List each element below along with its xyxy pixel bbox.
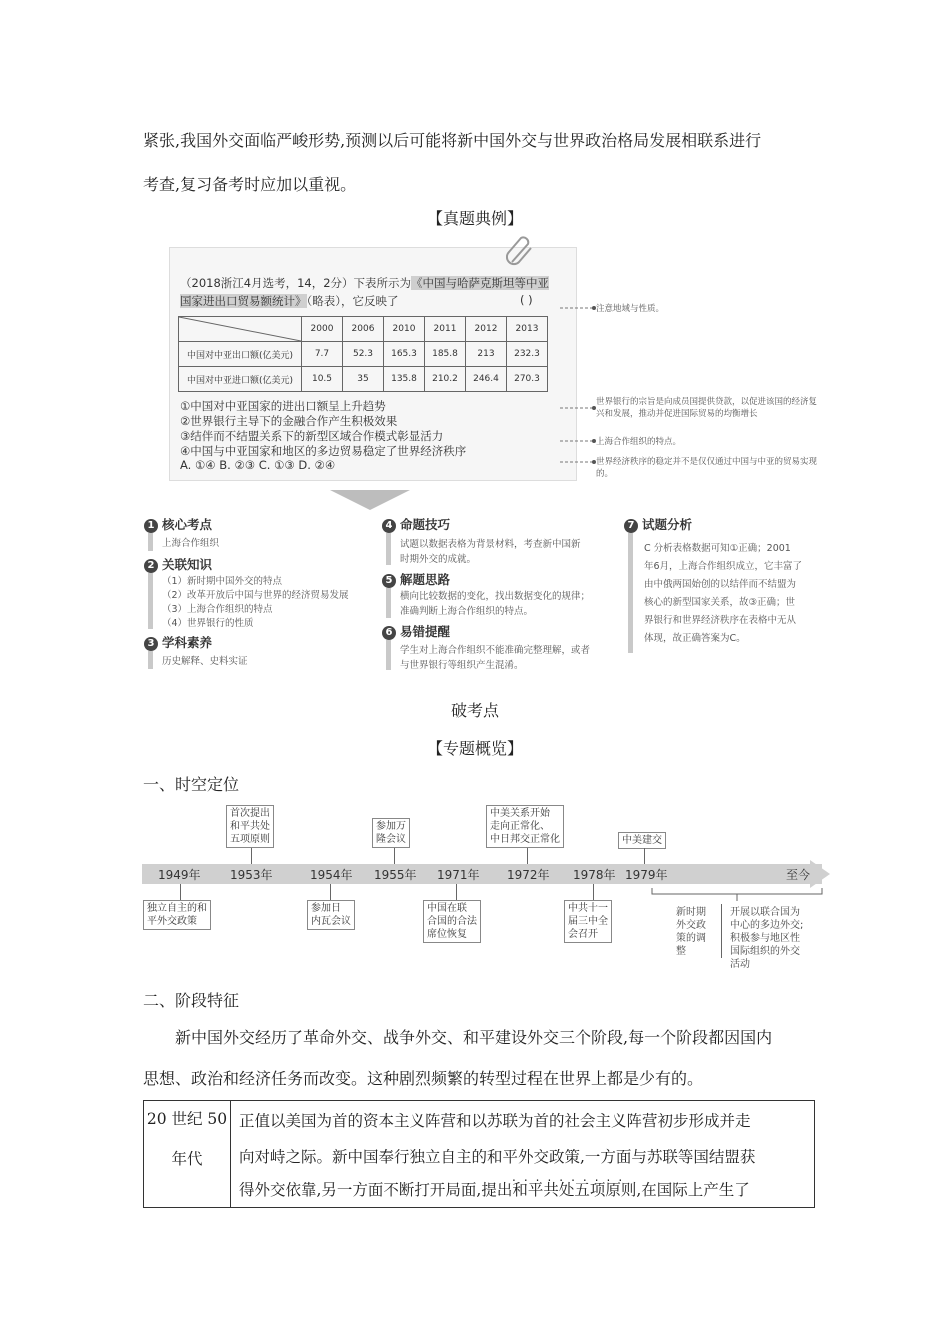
event-line: 席位恢复 — [427, 929, 467, 940]
period-cell — [144, 1101, 231, 1208]
divider-bar — [386, 588, 391, 618]
event-line: 内瓦会议 — [311, 916, 351, 927]
skill-line-2: 时期外交的成就。 — [400, 554, 477, 565]
note-3: 上海合作组织的特点。 — [596, 437, 682, 447]
heading-related-knowledge — [144, 555, 212, 573]
intro-line-1: 紧张,我国外交面临严峻形势,预测以后可能将新中国外交与世界政治格局发展相联系进行 — [143, 131, 762, 150]
event-line: 中共十一 — [568, 903, 608, 914]
event-1949 — [143, 900, 211, 930]
section-title: 破考点 — [450, 701, 499, 720]
option-3: ③结伴而不结盟关系下的新型区域合作模式彰显活力 — [180, 429, 444, 443]
heading-time-space: 一、时空定位 — [143, 775, 240, 794]
heading-question-skill — [382, 515, 450, 533]
policy-adjustment — [676, 906, 706, 958]
table-cell: 52.3 — [343, 342, 384, 367]
stage-line-1: 新中国外交经历了革命外交、战争外交、和平建设外交三个阶段,每一个阶段都因国内 — [175, 1028, 773, 1047]
diagonal-line — [179, 317, 301, 341]
connector-line — [394, 848, 395, 864]
period-line: 20 世纪 50 — [146, 1110, 228, 1128]
heading-question-analysis — [624, 515, 692, 533]
note-2: 世界银行的宗旨是向成员国提供贷款，以促进该国的经济复兴和发展，推动并促进国际贸易的均衡增长 — [596, 397, 818, 419]
event-1953 — [226, 805, 274, 848]
year-cell: 2010 — [384, 317, 425, 342]
heading-stage-features: 二、阶段特征 — [143, 991, 240, 1010]
event-line: 中美建交 — [622, 835, 662, 846]
event-line: 活动 — [730, 959, 750, 970]
connector-line — [644, 848, 645, 864]
event-line: 策的调 — [676, 933, 706, 944]
knowledge-item-4: （4）世界银行的性质 — [162, 618, 254, 629]
content-line: 正值以美国为首的资本主义阵营和以苏联为首的社会主义阵营初步形成并走 — [239, 1112, 751, 1130]
year-label: 1953年 — [230, 868, 273, 882]
event-line: 中美关系开始 — [490, 808, 550, 819]
connector-line — [527, 848, 528, 864]
number-badge: 1 — [144, 519, 158, 533]
event-line: 新时期 — [676, 907, 706, 918]
table-cell: 232.3 — [507, 342, 548, 367]
year-label: 1972年 — [507, 868, 550, 882]
analysis-line-2: 年6月，上海合作组织成立，它丰富了 — [644, 561, 803, 572]
idea-line-1: 横向比较数据的变化，找出数据变化的规律； — [400, 591, 591, 602]
connector-line — [180, 884, 181, 900]
heading-text: 关联知识 — [162, 557, 213, 572]
note-4: 世界经济秩序的稳定并不是仅仅通过中国与中亚的贸易实现的。 — [596, 457, 818, 479]
heading-text: 易错提醒 — [400, 624, 451, 639]
heading-text: 核心考点 — [162, 517, 213, 532]
event-line: 整 — [676, 946, 686, 957]
question-title-part: 《中国与哈萨克斯坦等中亚 — [411, 276, 550, 290]
answer-blank: ( ) — [520, 293, 533, 307]
corner-cell — [179, 317, 302, 342]
event-line: 平外交政策 — [147, 916, 197, 927]
event-line: 积极参与地区性 — [730, 933, 800, 944]
stage-line-2: 思想、政治和经济任务而改变。这种剧烈频繁的转型过程在世界上都是少有的。 — [143, 1069, 704, 1088]
row-label: 中国对中亚进口额(亿美元) — [179, 367, 302, 392]
event-line: 会召开 — [568, 929, 598, 940]
event-line: 中国在联 — [427, 903, 467, 914]
divider-bar — [386, 533, 391, 565]
event-1972 — [486, 805, 564, 848]
year-label: 1955年 — [374, 868, 417, 882]
number-badge: 3 — [144, 637, 158, 651]
analysis-line-3: 由中俄两国始创的以结伴而不结盟为 — [644, 579, 797, 590]
number-badge: 6 — [382, 626, 396, 640]
year-cell: 2013 — [507, 317, 548, 342]
table-cell: 135.8 — [384, 367, 425, 392]
year-cell: 2012 — [466, 317, 507, 342]
event-1978 — [564, 900, 612, 943]
example-heading: 【真题典例】 — [426, 209, 523, 228]
number-badge: 5 — [382, 574, 396, 588]
heading-solving-idea — [382, 570, 450, 588]
option-2: ②世界银行主导下的金融合作产生积极效果 — [180, 414, 398, 428]
number-badge: 4 — [382, 519, 396, 533]
event-1979 — [618, 832, 666, 849]
event-line: 参加日 — [311, 903, 341, 914]
event-1971 — [423, 900, 481, 943]
timeline-arrow-icon — [810, 860, 830, 888]
event-line: 五项原则 — [230, 834, 270, 845]
table-cell: 213 — [466, 342, 507, 367]
year-label: 1978年 — [573, 868, 616, 882]
event-line: 和平共处 — [230, 821, 270, 832]
knowledge-item-2: （2）改革开放后中国与世界的经济贸易发展 — [162, 590, 349, 601]
year-label: 1949年 — [158, 868, 201, 882]
trade-table — [178, 316, 548, 392]
idea-line-2: 准确判断上海合作组织的特点。 — [400, 606, 534, 617]
row-label: 中国对中亚出口额(亿美元) — [179, 342, 302, 367]
skill-line-1: 试题以数据表格为背景材料，考查新中国新 — [400, 539, 581, 550]
content-cell — [231, 1101, 815, 1208]
option-4: ④中国与中亚国家和地区的多边贸易稳定了世界经济秩序 — [180, 444, 467, 458]
analysis-line-6: 体现，故正确答案为C。 — [644, 633, 746, 644]
table-cell: 165.3 — [384, 342, 425, 367]
table-cell: 246.4 — [466, 367, 507, 392]
table-cell: 210.2 — [425, 367, 466, 392]
year-label: 1979年 — [625, 868, 668, 882]
event-line: 开展以联合国为 — [730, 907, 800, 918]
intro-line-2: 考查,复习备考时应加以重视。 — [143, 175, 357, 194]
heading-text: 试题分析 — [642, 517, 693, 532]
year-label: 1971年 — [437, 868, 480, 882]
content-line: 向对峙之际。新中国奉行独立自主的和平外交政策,一方面与苏联等国结盟获 — [239, 1148, 756, 1166]
divider-bar — [628, 533, 633, 653]
content-line: 得外交依靠,另一方面不断打开局面,提出和平共处五项原则,在国际上产生了 — [239, 1181, 750, 1199]
knowledge-item-1: （1）新时期中国外交的特点 — [162, 576, 283, 587]
event-line: 独立自主的和 — [147, 903, 207, 914]
table-row — [179, 367, 548, 392]
table-cell: 35 — [343, 367, 384, 392]
stage-table — [143, 1100, 815, 1208]
event-line: 国际组织的外交 — [730, 946, 800, 957]
period-bracket — [650, 886, 825, 902]
event-1954 — [307, 900, 355, 930]
answer-choices: A. ①④ B. ②③ C. ①③ D. ②④ — [180, 458, 336, 472]
heading-core-point — [144, 515, 212, 533]
period-line: 年代 — [171, 1150, 203, 1168]
divider-bar — [386, 640, 391, 670]
literacy-text: 历史解释、史料实证 — [162, 656, 248, 667]
question-source: （2018浙江4月选考，14，2分）下表所示为 — [180, 276, 412, 290]
event-line: 外交政 — [676, 920, 706, 931]
mistake-line-2: 与世界银行等组织产生混淆。 — [400, 660, 524, 671]
connector-line — [593, 884, 594, 900]
table-cell: 10.5 — [302, 367, 343, 392]
separator-line — [721, 904, 722, 958]
table-cell: 270.3 — [507, 367, 548, 392]
table-row — [179, 342, 548, 367]
connector-line — [456, 884, 457, 900]
event-line: 合国的合法 — [427, 916, 477, 927]
note-1: 注意地域与性质。 — [596, 304, 665, 314]
event-line: 中日邦交正常化 — [490, 834, 560, 845]
event-1955 — [372, 818, 410, 848]
event-line: 参加万 — [376, 821, 406, 832]
paperclip-icon — [506, 236, 536, 266]
divider-bar — [148, 573, 153, 629]
divider-bar — [148, 533, 153, 551]
year-cell: 2000 — [302, 317, 343, 342]
analysis-line-1: C 分析表格数据可知①正确；2001 — [644, 543, 791, 554]
core-point-text: 上海合作组织 — [162, 538, 220, 549]
year-label: 1954年 — [310, 868, 353, 882]
question-stem: （略表），它反映了 — [306, 294, 399, 308]
event-line: 隆会议 — [376, 834, 406, 845]
overview-heading: 【专题概览】 — [426, 739, 523, 758]
table-row — [179, 317, 548, 342]
heading-literacy — [144, 633, 212, 651]
heading-text: 解题思路 — [400, 572, 451, 587]
question-line-1 — [180, 275, 549, 291]
note-connectors — [560, 300, 600, 480]
question-title-rest: 国家进出口贸易额统计》 — [180, 294, 307, 308]
event-line: 走向正常化、 — [490, 821, 550, 832]
year-cell: 2006 — [343, 317, 384, 342]
table-cell: 7.7 — [302, 342, 343, 367]
heading-text: 命题技巧 — [400, 517, 451, 532]
analysis-line-5: 界银行和世界经济秩序在表格中无从 — [644, 615, 797, 626]
question-line-2 — [180, 293, 399, 309]
event-line: 届三中全 — [568, 916, 608, 927]
year-cell: 2011 — [425, 317, 466, 342]
table-cell: 185.8 — [425, 342, 466, 367]
policy-detail — [730, 906, 803, 971]
number-badge: 2 — [144, 559, 158, 573]
connector-line — [330, 884, 331, 900]
heading-common-mistake — [382, 622, 450, 640]
event-line: 首次提出 — [230, 808, 270, 819]
mistake-line-1: 学生对上海合作组织不能准确完整理解，或者 — [400, 645, 591, 656]
knowledge-item-3: （3）上海合作组织的特点 — [162, 604, 273, 615]
table-row — [144, 1101, 815, 1208]
emphasis-dots: .......... — [512, 1170, 631, 1184]
heading-text: 学科素养 — [162, 635, 213, 650]
down-arrow-icon — [330, 490, 410, 512]
option-1: ①中国对中亚国家的进出口额呈上升趋势 — [180, 399, 386, 413]
event-line: 中心的多边外交; — [730, 920, 804, 931]
divider-bar — [148, 651, 153, 669]
analysis-line-4: 核心的新型国家关系，故③正确；世 — [644, 597, 796, 608]
number-badge: 7 — [624, 519, 638, 533]
connector-line — [251, 848, 252, 864]
year-label: 至今 — [786, 868, 811, 882]
